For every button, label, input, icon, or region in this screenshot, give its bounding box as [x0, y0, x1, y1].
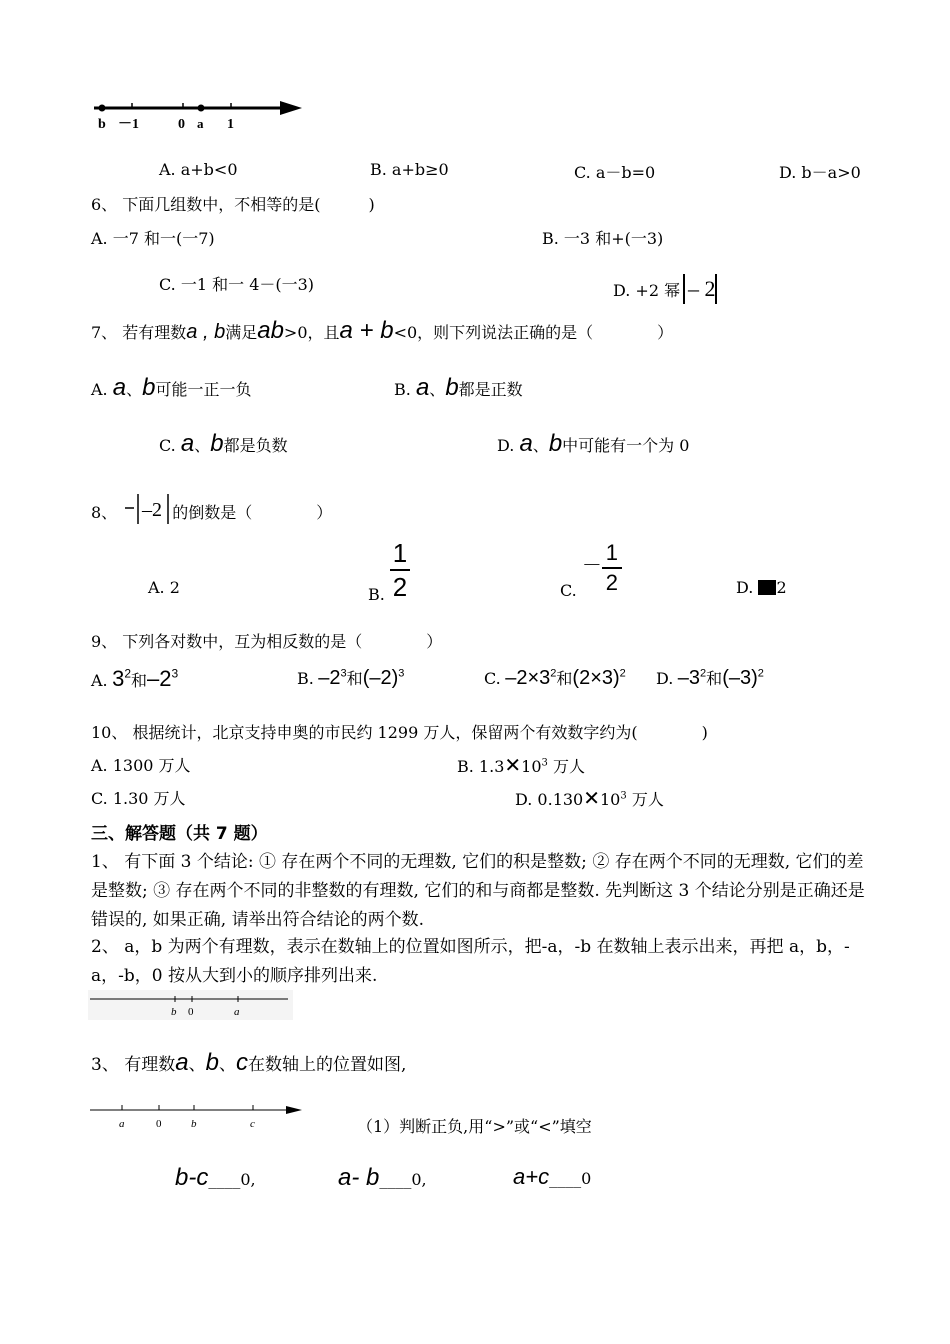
- q10-option-b: B. $1.3✕10^3$ 万人: [457, 755, 585, 777]
- q6-option-d: D. +2 幂 – 2: [613, 272, 720, 306]
- q5-option-c: C. a－b=0: [574, 163, 656, 182]
- q9-option-c: C. $-2\times 3^2$和$(2\times 3)^2$: [484, 667, 626, 689]
- nl-label: －1: [118, 117, 139, 132]
- fraction-half: $\frac{1}{2}$: [390, 540, 410, 600]
- q8-option-c: C. － $\frac{1}{2}$: [560, 542, 622, 600]
- nl-label: 1: [227, 117, 234, 132]
- q7-option-d: D. a、b中可能有一个为 0: [497, 430, 690, 457]
- nl-label: a: [119, 1118, 125, 1130]
- nl-label: c: [250, 1118, 255, 1130]
- q8-option-d: D. 2: [736, 578, 787, 597]
- problem-3: 3、 有理数a、b、c在数轴上的位置如图,: [91, 1049, 407, 1076]
- nl-label: b: [98, 117, 106, 132]
- number-line-3: [88, 1100, 308, 1132]
- abs-neg2-image: [680, 272, 720, 306]
- q8-option-a: A. 2: [148, 578, 180, 597]
- nl-label: b: [191, 1118, 197, 1130]
- q9-option-b: B. $-2^3$和$(-2)^3$: [297, 667, 405, 689]
- nl-label: 0: [178, 117, 185, 132]
- number-line-top: [88, 95, 308, 135]
- fraction-half: $\frac{1}{2}$: [602, 542, 622, 594]
- problem-2: 2、 a，b 为两个有理数，表示在数轴上的位置如图所示，把-a，-b 在数轴上表示出来，再把 a，b，-a，-b，0 按从大到小的顺序排列出来.: [91, 937, 850, 986]
- q10-stem: 10、 根据统计，北京支持申奥的市民约 1299 万人，保留两个有效数字约为( ): [91, 723, 708, 742]
- q10-option-a: A. 1300 万人: [91, 756, 191, 775]
- q10-option-c: C. 1.30 万人: [91, 789, 186, 808]
- q5-option-d: D. b－a>0: [779, 163, 861, 182]
- blank-b-minus-c: b-c____0,: [175, 1164, 256, 1191]
- q7-option-c: C. a、b都是负数: [159, 430, 288, 457]
- q9-stem: 9、 下列各对数中，互为相反数的是（ ）: [91, 632, 443, 651]
- nl-label: b: [171, 1006, 177, 1018]
- q7-option-b: B. a、b都是正数: [394, 374, 523, 401]
- q9-option-a: A. $3^2$和$-2^3$: [91, 666, 179, 691]
- blank-a-plus-c: a+c____0: [513, 1164, 592, 1189]
- neg-abs-neg2-image: [122, 492, 172, 526]
- svg-text:–2: –2: [142, 499, 163, 521]
- problem-1: 1、 有下面 3 个结论: ① 存在两个不同的无理数, 它们的积是整数; ② 存在两个不同的无理数, 它们的差是整数; ③ 存在两个不同的非整数的有理数, 它们的和与商都是整数. 先判断这 3 个结论分别是正确还是错误的, 如果正确, 请举出符合结论的两个数.: [91, 852, 865, 930]
- q7-option-a: A. a、b可能一正一负: [91, 374, 252, 401]
- black-box: [758, 580, 776, 595]
- q8-stem: 8、 –2 的倒数是（ ）: [91, 492, 332, 530]
- q5-option-b: B. a+b≥0: [370, 160, 449, 179]
- q6-option-a: A. 一7 和一(一7): [91, 229, 215, 248]
- section-title: 三、解答题（共 7 题）: [91, 824, 268, 844]
- q6-stem: 6、 下面几组数中，不相等的是( ): [91, 195, 375, 214]
- nl-label: a: [197, 116, 204, 131]
- q8-option-b: B. $\frac{1}{2}$: [368, 540, 410, 604]
- q10-option-d: D. $0.130✕10^3$ 万人: [515, 788, 664, 810]
- svg-text:– 2: – 2: [688, 276, 716, 301]
- q9-option-d: D. $-3^2$和$(-3)^2$: [656, 667, 764, 689]
- number-line-2: [88, 990, 293, 1020]
- q5-option-a: A. a+b<0: [159, 160, 238, 179]
- q6-option-c: C. 一1 和一 4－(一3): [159, 275, 315, 294]
- nl-label: 0: [188, 1006, 194, 1018]
- nl-label: 0: [156, 1118, 162, 1130]
- blank-a-minus-b: a- b____0,: [338, 1164, 427, 1191]
- q7-stem: 7、 若有理数a , b满足ab>0，且a + b<0，则下列说法正确的是（ ）: [91, 317, 674, 344]
- problem-3-sub1: （1）判断正负,用“>”或“<”填空: [357, 1117, 592, 1136]
- nl-label: a: [234, 1006, 240, 1018]
- q6-option-b: B. 一3 和+(一3): [542, 229, 664, 248]
